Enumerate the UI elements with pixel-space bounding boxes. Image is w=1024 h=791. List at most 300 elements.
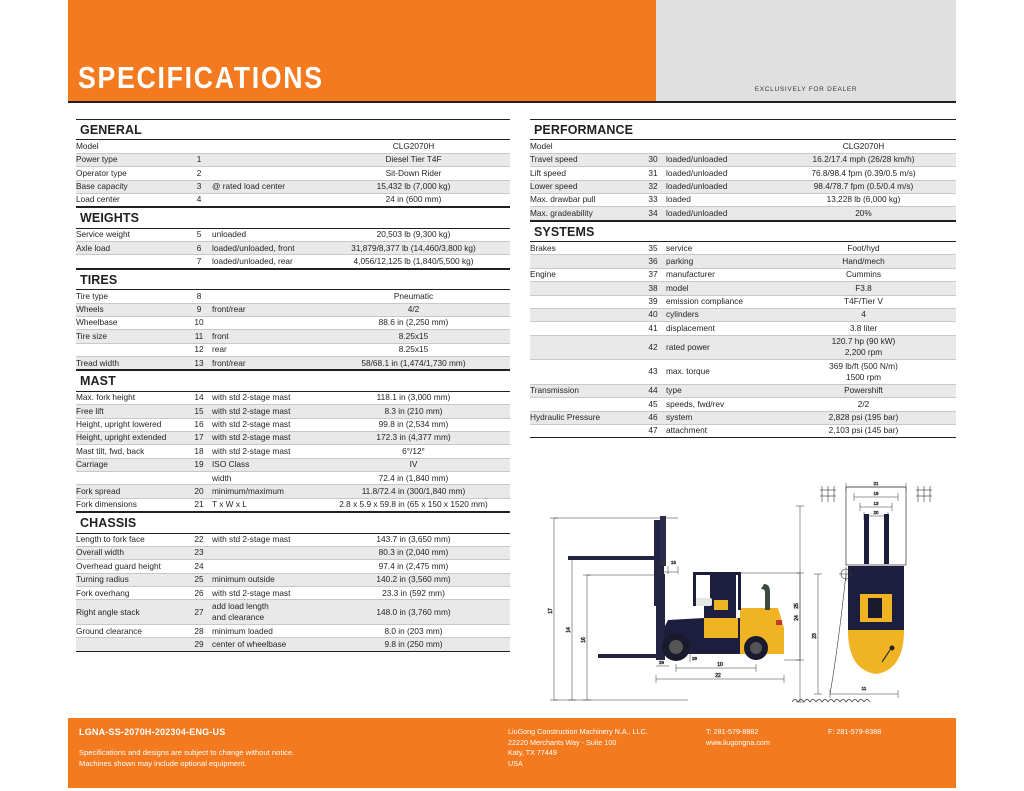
table-row [76,498,510,511]
header-divider [68,101,956,103]
row-index-number [186,472,212,485]
row-label: Overall width [76,546,186,559]
row-index-number: 34 [640,207,666,220]
row-index-number: 13 [186,357,212,370]
row-label: Free lift [76,405,186,418]
table-row [530,140,956,153]
table-row [76,357,510,370]
row-value: 20% [771,207,956,220]
row-label [76,343,186,356]
row-qualifier: @ rated load center [212,180,317,193]
row-index-number: 2 [186,167,212,180]
section-title: MAST [76,370,510,391]
company-name: LiuGong Construction Machinery N.A., LLC. [508,727,648,736]
row-label: Power type [76,153,186,166]
row-index-number: 29 [186,638,212,651]
row-qualifier: loaded/unloaded [666,167,771,180]
row-qualifier [212,167,317,180]
spec-section [76,370,510,512]
row-qualifier: emission compliance [666,295,771,308]
fax: F: 281-579-8388 [828,727,882,736]
row-index-number: 39 [640,295,666,308]
row-label: Tire size [76,330,186,343]
table-row [76,418,510,431]
row-qualifier: loaded/unloaded [666,153,771,166]
table-row [76,392,510,405]
row-index-number: 1 [186,153,212,166]
row-qualifier: add load length and clearance [212,600,317,625]
row-value: T4F/Tier V [771,295,956,308]
row-label: Height, upright lowered [76,418,186,431]
row-label: Turning radius [76,573,186,586]
svg-text:10: 10 [717,662,723,668]
row-value: Diesel Tier T4F [317,153,510,166]
row-qualifier: center of wheelbase [212,638,317,651]
disclaimer-line-2: Machines shown may include optional equipment. [79,759,247,768]
row-qualifier: with std 2-stage mast [212,405,317,418]
row-label: Tread width [76,357,186,370]
row-label: Tire type [76,290,186,303]
row-index-number: 12 [186,343,212,356]
contact-fax-block [828,727,881,738]
row-value: 76.8/98.4 fpm (0.39/0.5 m/s) [771,167,956,180]
row-qualifier: loaded/unloaded [666,207,771,220]
row-value: 2,828 psi (195 bar) [771,411,956,424]
table-row [76,600,510,625]
table-row [530,167,956,180]
row-value: 140.2 in (3,560 mm) [317,573,510,586]
row-label: Travel speed [530,153,640,166]
row-label: Ground clearance [76,624,186,637]
row-index-number: 43 [640,360,666,385]
spec-table [530,242,956,438]
row-value: 80.3 in (2,040 mm) [317,546,510,559]
table-row [530,153,956,166]
row-label: Lift speed [530,167,640,180]
row-index-number: 32 [640,180,666,193]
table-row [76,431,510,444]
row-index-number: 20 [186,485,212,498]
row-value: Foot/hyd [771,242,956,255]
table-row [76,330,510,343]
table-row [530,384,956,397]
row-index-number: 24 [186,560,212,573]
svg-text:15: 15 [671,560,676,565]
row-label [76,255,186,268]
row-value: 143.7 in (3,650 mm) [317,534,510,547]
row-label [530,398,640,411]
section-title: SYSTEMS [530,221,956,242]
row-qualifier: with std 2-stage mast [212,418,317,431]
row-qualifier [212,316,317,329]
section-title: CHASSIS [76,512,510,533]
row-value: 369 lb/ft (500 N/m) 1500 rpm [771,360,956,385]
table-row [530,207,956,220]
row-value: 58/68.1 in (1,474/1,730 mm) [317,357,510,370]
table-row [530,424,956,437]
row-value: 88.6 in (2,250 mm) [317,316,510,329]
row-label [530,308,640,321]
row-qualifier: rated power [666,335,771,360]
row-index-number: 5 [186,229,212,242]
table-row [76,534,510,547]
row-value: Cummins [771,268,956,281]
row-qualifier: front/rear [212,357,317,370]
svg-text:20: 20 [873,510,879,515]
svg-text:19: 19 [873,491,879,496]
table-row [530,255,956,268]
row-label [530,360,640,385]
row-label: Engine [530,268,640,281]
row-label: Wheels [76,303,186,316]
row-qualifier: with std 2-stage mast [212,534,317,547]
forklift-diagram-svg [528,478,960,710]
table-row [76,229,510,242]
row-index-number: 8 [186,290,212,303]
svg-text:17: 17 [548,608,554,614]
table-row [76,587,510,600]
website-link[interactable]: www.liugongna.com [706,737,770,747]
row-label: Max. drawbar pull [530,193,640,206]
row-qualifier: rear [212,343,317,356]
row-value: 31,879/8,377 lb (14,460/3,800 kg) [317,242,510,255]
row-qualifier: loaded/unloaded, rear [212,255,317,268]
spec-section [76,207,510,269]
row-value: 8.25x15 [317,343,510,356]
row-index-number: 35 [640,242,666,255]
svg-text:13: 13 [873,501,879,506]
spec-section [530,221,956,439]
table-row [530,322,956,335]
section-title: PERFORMANCE [530,119,956,140]
row-index-number: 3 [186,180,212,193]
row-value: IV [317,458,510,471]
row-index-number: 17 [186,431,212,444]
row-index-number: 25 [186,573,212,586]
row-value: 148.0 in (3,760 mm) [317,600,510,625]
table-row [76,290,510,303]
row-qualifier: minimum loaded [212,624,317,637]
row-qualifier: speeds, fwd/rev [666,398,771,411]
document-code: LGNA-SS-2070H-202304-ENG-US [79,727,226,737]
table-row [76,624,510,637]
svg-text:29: 29 [692,656,697,661]
row-label: Max. gradeability [530,207,640,220]
row-index-number: 22 [186,534,212,547]
row-index-number: 38 [640,282,666,295]
section-title: TIRES [76,269,510,290]
row-qualifier: front [212,330,317,343]
row-label: Wheelbase [76,316,186,329]
row-value: 120.7 hp (90 kW) 2,200 rpm [771,335,956,360]
table-row [530,398,956,411]
svg-text:24: 24 [794,615,800,621]
left-spec-column [76,119,510,652]
row-index-number: 21 [186,498,212,511]
row-qualifier: displacement [666,322,771,335]
svg-text:23: 23 [812,633,818,639]
row-index-number: 41 [640,322,666,335]
row-label: Fork dimensions [76,498,186,511]
row-label: Mast tilt, fwd, back [76,445,186,458]
row-value: 4,056/12,125 lb (1,840/5,500 kg) [317,255,510,268]
row-label: Model [76,140,186,153]
row-qualifier: loaded/unloaded, front [212,242,317,255]
page-footer [68,718,956,788]
row-label: Operator type [76,167,186,180]
row-value: 23.3 in (592 mm) [317,587,510,600]
row-index-number: 19 [186,458,212,471]
row-label: Max. fork height [76,392,186,405]
row-qualifier: with std 2-stage mast [212,392,317,405]
table-row [76,255,510,268]
row-index-number [186,140,212,153]
row-qualifier: unloaded [212,229,317,242]
spec-table [76,392,510,512]
svg-text:14: 14 [566,627,572,633]
row-qualifier: with std 2-stage mast [212,431,317,444]
dimension-diagrams [528,478,960,710]
table-row [76,458,510,471]
row-qualifier: ISO Class [212,458,317,471]
table-row [76,140,510,153]
row-qualifier [212,546,317,559]
table-row [530,282,956,295]
dealer-note: EXCLUSIVELY FOR DEALER [754,86,858,93]
row-index-number: 30 [640,153,666,166]
row-value: 16.2/17.4 mph (26/28 km/h) [771,153,956,166]
row-label [530,424,640,437]
row-index-number: 33 [640,193,666,206]
row-label: Brakes [530,242,640,255]
row-index-number: 46 [640,411,666,424]
table-row [76,153,510,166]
row-value: 3.8 liter [771,322,956,335]
table-row [76,485,510,498]
table-row [530,360,956,385]
row-label: Lower speed [530,180,640,193]
svg-text:22: 22 [715,673,721,679]
row-index-number: 15 [186,405,212,418]
row-index-number: 16 [186,418,212,431]
table-row [530,308,956,321]
table-row [530,193,956,206]
svg-text:18: 18 [661,560,666,565]
row-qualifier [212,290,317,303]
row-qualifier: model [666,282,771,295]
row-value: 9.8 in (250 mm) [317,638,510,651]
row-value: 2/2 [771,398,956,411]
row-value: 6°/12° [317,445,510,458]
row-label: Transmission [530,384,640,397]
table-row [530,411,956,424]
row-label: Fork overhang [76,587,186,600]
row-index-number: 28 [186,624,212,637]
footer-disclaimer [79,747,294,769]
row-qualifier: front/rear [212,303,317,316]
table-row [530,295,956,308]
row-label [530,335,640,360]
row-index-number: 36 [640,255,666,268]
row-label [530,322,640,335]
row-index-number: 27 [186,600,212,625]
row-value: 72.4 in (1,840 mm) [317,472,510,485]
page-header [0,0,1024,103]
table-row [76,343,510,356]
spec-table [76,290,510,370]
table-row [76,303,510,316]
row-qualifier: manufacturer [666,268,771,281]
row-index-number: 10 [186,316,212,329]
row-qualifier: system [666,411,771,424]
row-index-number: 42 [640,335,666,360]
row-value: 4 [771,308,956,321]
row-index-number: 44 [640,384,666,397]
section-title: GENERAL [76,119,510,140]
row-label: Axle load [76,242,186,255]
row-value: 8.25x15 [317,330,510,343]
svg-text:25: 25 [794,603,800,609]
row-index-number: 37 [640,268,666,281]
row-value: Pneumatic [317,290,510,303]
table-row [76,405,510,418]
spec-section [76,512,510,652]
row-value: Powershift [771,384,956,397]
row-label [76,638,186,651]
row-label: Overhead guard height [76,560,186,573]
row-qualifier: parking [666,255,771,268]
row-index-number: 11 [186,330,212,343]
row-value: F3.8 [771,282,956,295]
table-row [76,638,510,651]
row-index-number: 9 [186,303,212,316]
row-qualifier: minimum/maximum [212,485,317,498]
row-value: 99.8 in (2,534 mm) [317,418,510,431]
table-row [530,242,956,255]
spec-table [76,140,510,207]
row-index-number: 18 [186,445,212,458]
row-value: 8.0 in (203 mm) [317,624,510,637]
row-label [530,282,640,295]
spec-table [76,229,510,269]
row-value: Sit-Down Rider [317,167,510,180]
row-label: Length to fork face [76,534,186,547]
table-row [76,445,510,458]
telephone: T: 281-579-8882 [706,727,759,736]
row-value: Hand/mech [771,255,956,268]
spec-section [76,269,510,371]
row-label: Fork spread [76,485,186,498]
row-qualifier [212,193,317,206]
row-qualifier [212,153,317,166]
table-row [76,560,510,573]
row-value: 20,503 lb (9,300 kg) [317,229,510,242]
table-row [76,316,510,329]
address-line-2: Katy, TX 77449 [508,748,557,758]
row-label: Hydraulic Pressure [530,411,640,424]
row-qualifier: loaded/unloaded [666,180,771,193]
row-label [530,255,640,268]
svg-text:26: 26 [659,660,664,665]
row-index-number: 6 [186,242,212,255]
row-value: 24 in (600 mm) [317,193,510,206]
row-value: 118.1 in (3,000 mm) [317,392,510,405]
row-index-number: 47 [640,424,666,437]
address-line-1: 22220 Merchants Way - Suite 100 [508,737,617,747]
row-qualifier: service [666,242,771,255]
table-row [530,180,956,193]
row-qualifier: width [212,472,317,485]
row-value: 4/2 [317,303,510,316]
row-index-number: 4 [186,193,212,206]
row-index-number: 23 [186,546,212,559]
svg-text:21: 21 [873,481,879,486]
row-index-number: 45 [640,398,666,411]
row-value: 2,103 psi (145 bar) [771,424,956,437]
right-spec-column [530,119,956,438]
spec-section [530,119,956,221]
row-index-number: 7 [186,255,212,268]
row-index-number: 31 [640,167,666,180]
row-value: 15,432 lb (7,000 kg) [317,180,510,193]
page-title: SPECIFICATIONS [78,60,324,95]
table-row [76,242,510,255]
disclaimer-line-1: Specifications and designs are subject to change without notice. [79,748,295,757]
row-qualifier: T x W x L [212,498,317,511]
row-index-number: 40 [640,308,666,321]
row-value: 13,228 lb (6,000 kg) [771,193,956,206]
table-row [76,472,510,485]
row-label: Model [530,140,640,153]
spec-table [530,140,956,220]
spec-table [76,534,510,652]
table-row [530,268,956,281]
row-value: 97.4 in (2,475 mm) [317,560,510,573]
row-qualifier: type [666,384,771,397]
row-qualifier: cylinders [666,308,771,321]
row-label: Right angle stack [76,600,186,625]
row-label: Base capacity [76,180,186,193]
row-qualifier: with std 2-stage mast [212,587,317,600]
row-qualifier: max. torque [666,360,771,385]
address-line-3: USA [508,758,523,768]
row-value: 98.4/78.7 fpm (0.5/0.4 m/s) [771,180,956,193]
row-index-number [640,140,666,153]
table-row [76,546,510,559]
row-qualifier: minimum outside [212,573,317,586]
section-title: WEIGHTS [76,207,510,228]
row-label: Height, upright extended [76,431,186,444]
row-qualifier: attachment [666,424,771,437]
table-row [76,573,510,586]
row-label [530,295,640,308]
company-address [508,727,648,769]
row-value: 11.8/72.4 in (300/1,840 mm) [317,485,510,498]
row-qualifier [212,560,317,573]
row-label [76,472,186,485]
row-value: CLG2070H [771,140,956,153]
spec-section [76,119,510,207]
table-row [76,167,510,180]
table-row [530,335,956,360]
row-index-number: 14 [186,392,212,405]
row-label: Service weight [76,229,186,242]
row-qualifier: loaded [666,193,771,206]
row-label: Load center [76,193,186,206]
row-value: 8.3 in (210 mm) [317,405,510,418]
row-qualifier: with std 2-stage mast [212,445,317,458]
svg-text:11: 11 [861,687,867,692]
